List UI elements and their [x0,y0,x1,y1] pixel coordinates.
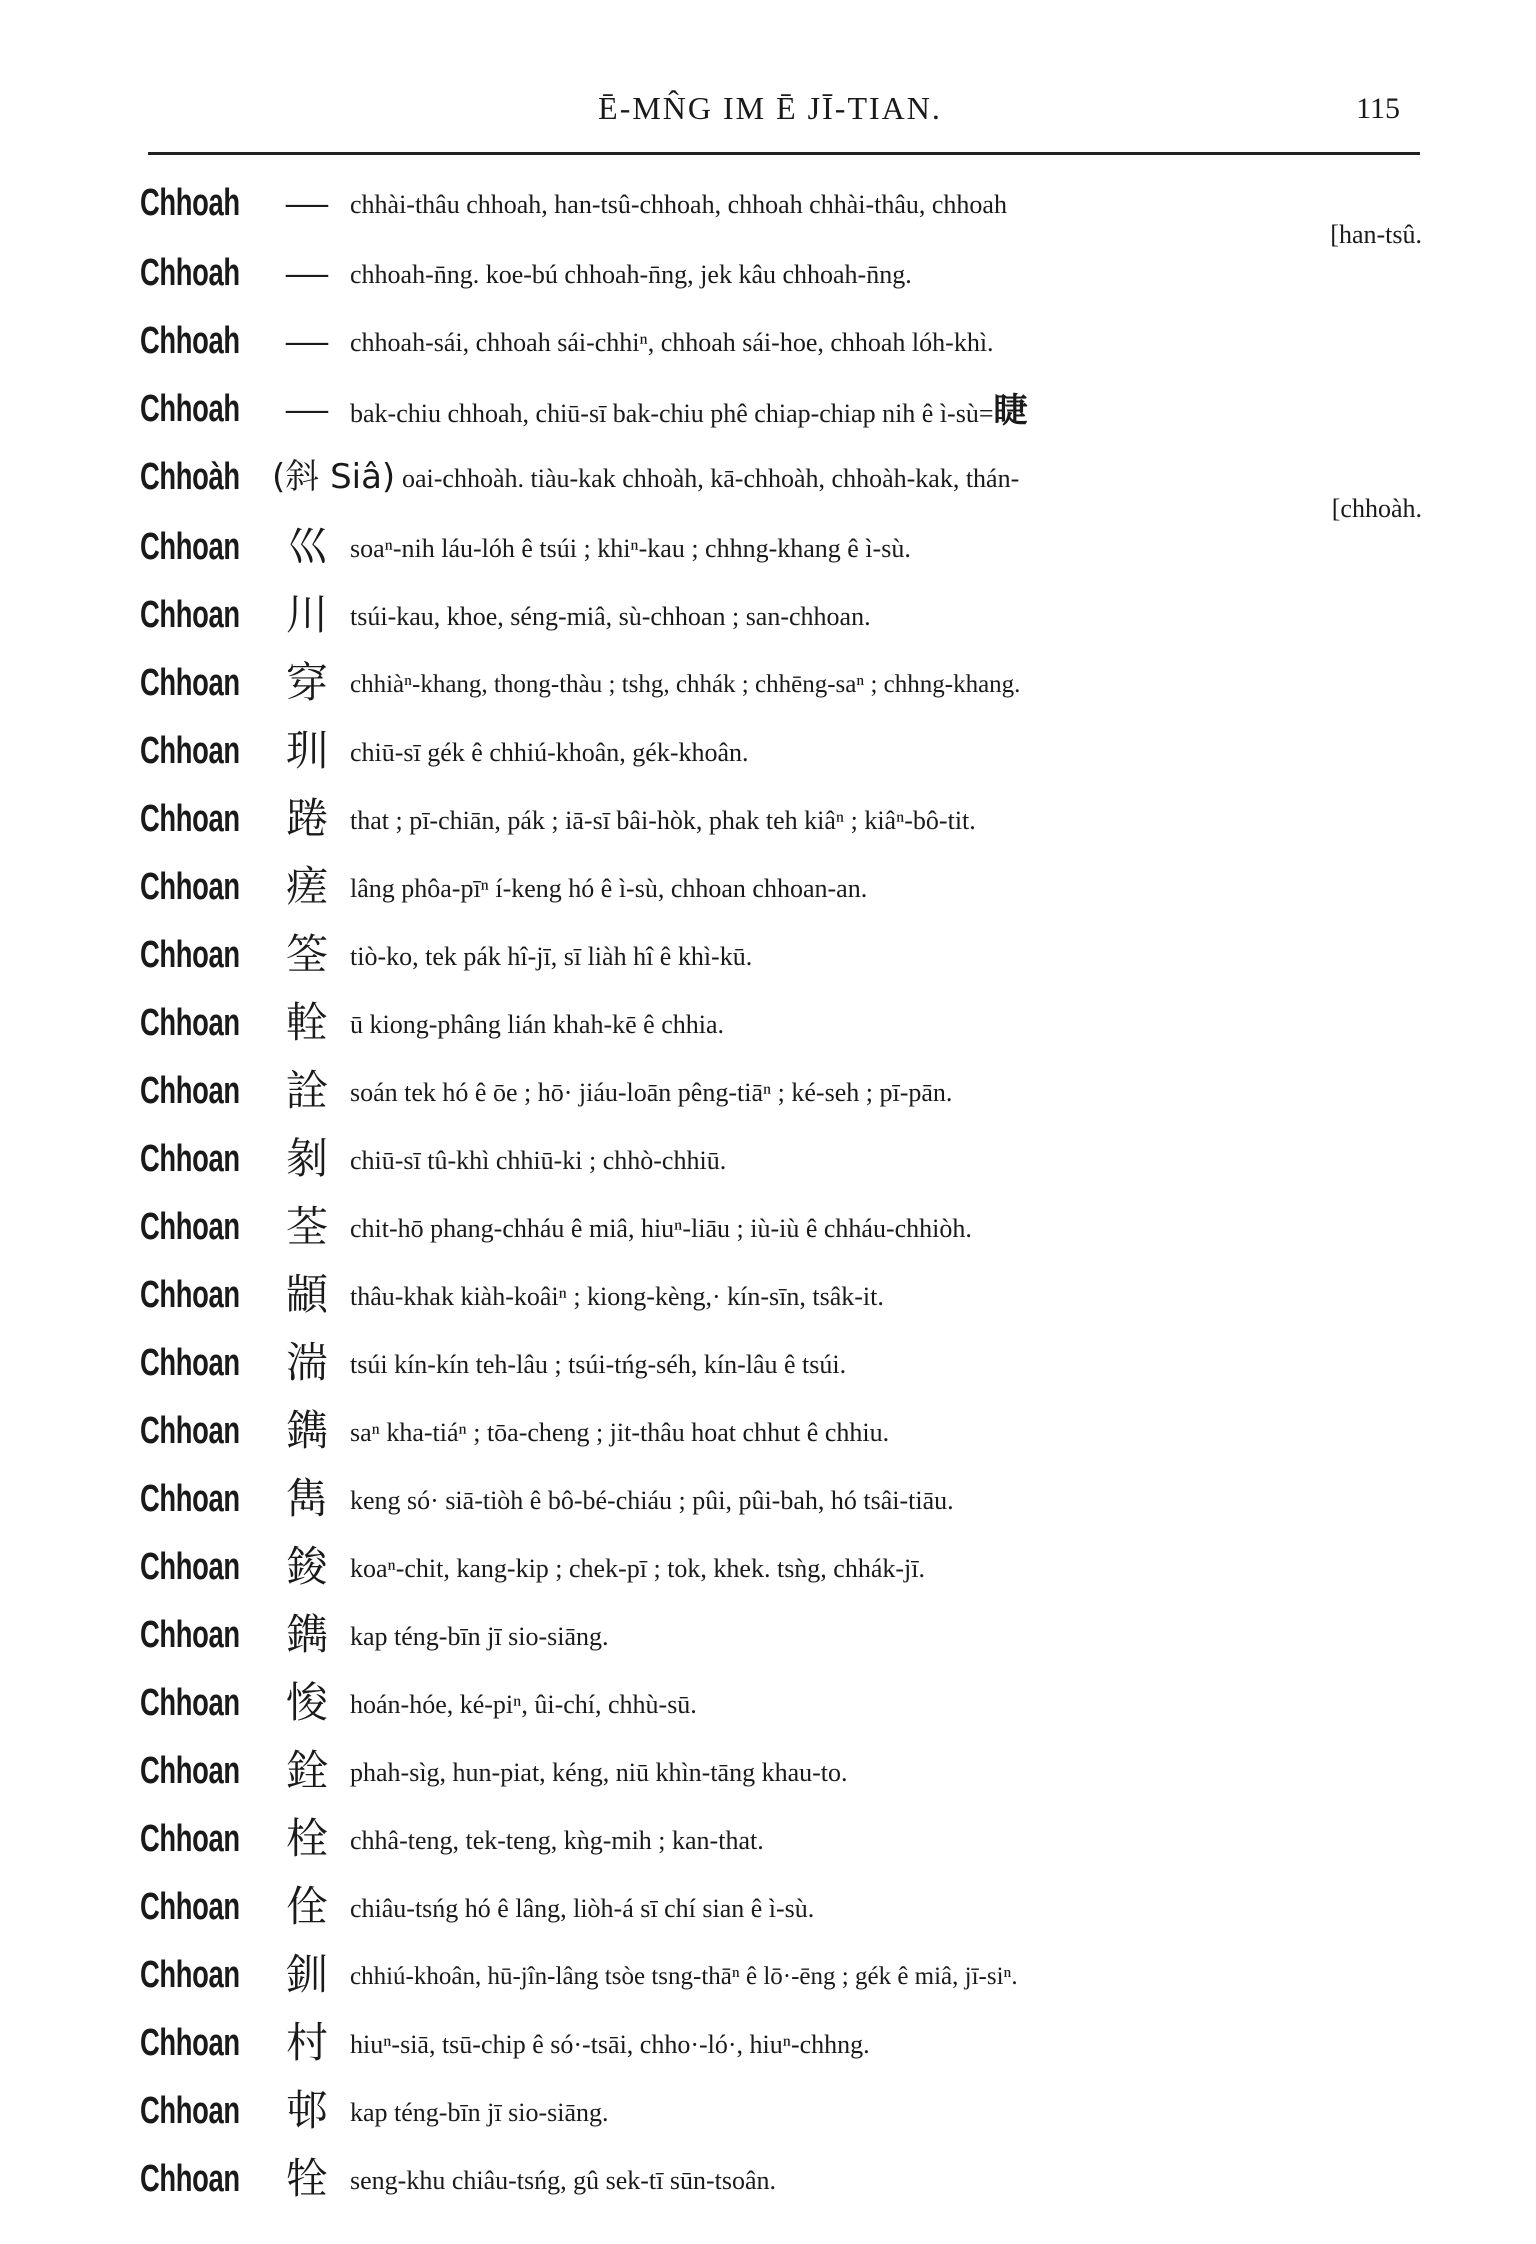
definition: lâng phôa-pīⁿ í-keng hó ê ì-sù, chhoan chhoan-an. [350,874,868,903]
headword: Chhoan [140,1070,240,1112]
entry-23 [140,1668,1410,1736]
entry-21 [140,1532,1410,1600]
reference-character: 睫 [993,391,1028,431]
headword: Chhoan [140,662,240,704]
character: 玔 [285,726,328,775]
headword: Chhoan [140,1954,240,1996]
entry-30 [140,2144,1410,2212]
entry-17 [140,1260,1410,1328]
character: 川 [285,590,328,639]
headword: Chhoan [140,1342,240,1384]
ditto-dash: — [286,250,328,296]
headword: Chhoan [140,1614,240,1656]
entry-9 [140,716,1410,784]
character: 村 [285,2018,328,2067]
character: 鐫 [285,1406,328,1455]
definition: kap téng-bīn jī sio-siāng. [350,2098,609,2127]
definition: chiū-sī gék ê chhiú-khoân, gék-khoân. [350,738,749,767]
character: 荃 [285,1202,328,1251]
character: 鋑 [285,1542,328,1591]
definition: seng-khu chiâu-tsńg, gû sek-tī sūn-tsoân. [350,2166,777,2195]
entry-1 [140,168,1422,249]
entry-7 [140,580,1410,648]
headword: Chhoàh [140,456,240,498]
character: 雋 [285,1474,328,1523]
ditto-dash: — [286,386,328,432]
character: 鐫 [285,1610,328,1659]
page-number: 115 [1356,92,1400,125]
entry-4 [140,374,1410,442]
entry-20 [140,1464,1410,1532]
character: 釧 [285,1950,328,1999]
character: 佺 [285,1882,328,1931]
definition [350,391,1028,431]
definition: chhiú-khoân, hū-jîn-lâng tsòe tsng-thāⁿ ê lō·-ēng ; gék ê miâ, jī-siⁿ. [350,1963,1018,1990]
definition: oai-chhoàh. tiàu-kak chhoàh, kā-chhoàh, chhoàh-kak, thán- [402,464,1020,493]
character: 牷 [285,2154,328,2203]
character: 詮 [285,1066,328,1115]
character: 悛 [285,1678,328,1727]
headword: Chhoah [140,182,240,224]
definition: koaⁿ-chit, kang-kip ; chek-pī ; tok, khek. tsǹg, chhák-jī. [350,1554,925,1583]
headword: Chhoan [140,1410,240,1452]
headword: Chhoan [140,798,240,840]
character: 踡 [285,794,328,843]
entry-11 [140,852,1410,920]
headword: Chhoan [140,1002,240,1044]
entry-15 [140,1124,1410,1192]
entry-24 [140,1736,1410,1804]
headword: Chhoah [140,252,240,294]
definition: chhiàⁿ-khang, thong-thàu ; tshg, chhák ; chhēng-saⁿ ; chhng-khang. [350,671,1021,698]
entry-6 [140,512,1410,580]
character: 湍 [285,1338,328,1387]
character: 巛 [285,522,328,571]
ditto-dash: — [286,180,328,226]
definition-text: bak-chiu chhoah, chiū-sī bak-chiu phê chiap-chiap nih ê ì-sù= [350,399,994,428]
definition: chhoah-n̄ng. koe-bú chhoah-n̄ng, jek kâu chhoah-n̄ng. [350,260,912,289]
headword: Chhoan [140,2090,240,2132]
definition: tsúi-kau, khoe, séng-miâ, sù-chhoan ; san-chhoan. [350,602,871,631]
entry-19 [140,1396,1410,1464]
definition: thâu-khak kiàh-koâiⁿ ; kiong-kèng,· kín-sīn, tsâk-it. [350,1282,884,1311]
definition: soaⁿ-nih láu-lóh ê tsúi ; khiⁿ-kau ; chhng-khang ê ì-sù. [350,534,911,563]
headword: Chhoan [140,2158,240,2200]
entry-8 [140,648,1410,716]
definition: hoán-hóe, ké-piⁿ, ûi-chí, chhù-sū. [350,1690,697,1719]
definition-continuation: [han-tsû. [1330,220,1422,249]
entry-28 [140,2008,1410,2076]
character: (斜 Siâ) [272,457,396,497]
headword: Chhoah [140,320,240,362]
definition-continuation: [chhoàh. [1331,494,1422,523]
character: 筌 [285,930,328,979]
headword: Chhoan [140,526,240,568]
entry-5 [140,442,1422,523]
definition: keng só· siā-tiòh ê bô-bé-chiáu ; pûi, pûi-bah, hó tsâi-tiāu. [350,1486,954,1515]
headword: Chhoan [140,1206,240,1248]
header-rule [148,152,1420,155]
headword: Chhoan [140,1478,240,1520]
character: 邨 [285,2086,328,2135]
headword: Chhoan [140,1546,240,1588]
headword: Chhoan [140,2022,240,2064]
entry-29 [140,2076,1410,2144]
definition: tiò-ko, tek pák hî-jī, sī liàh hî ê khì-kū. [350,942,753,971]
headword: Chhoan [140,730,240,772]
definition: kap téng-bīn jī sio-siāng. [350,1622,609,1651]
headword: Chhoan [140,1682,240,1724]
definition: ū kiong-phâng lián khah-kē ê chhia. [350,1010,724,1039]
definition: hiuⁿ-siā, tsū-chip ê só·-tsāi, chho·-ló·, hiuⁿ-chhng. [350,2030,870,2059]
entry-3 [140,306,1410,374]
character: 顓 [285,1270,328,1319]
entry-22 [140,1600,1410,1668]
definition: tsúi kín-kín teh-lâu ; tsúi-tńg-séh, kín-lâu ê tsúi. [350,1350,847,1379]
headword: Chhoan [140,1750,240,1792]
running-head [140,90,1400,140]
entry-13 [140,988,1410,1056]
definition: chit-hō phang-chháu ê miâ, hiuⁿ-liāu ; iù-iù ê chháu-chhiòh. [350,1214,972,1243]
page-title: Ē-MN̂G IM Ē JĪ-TIAN. [598,90,942,126]
ditto-dash: — [286,318,328,364]
entry-27 [140,1940,1410,2008]
character: 輇 [285,998,328,1047]
definition: that ; pī-chiān, pák ; iā-sī bâi-hòk, phak teh kiâⁿ ; kiâⁿ-bô-tit. [350,806,976,835]
character: 瘥 [285,862,328,911]
headword: Chhoan [140,1886,240,1928]
headword: Chhoan [140,1138,240,1180]
definition: chiâu-tsńg hó ê lâng, liòh-á sī chí sian ê ì-sù. [350,1894,815,1923]
headword: Chhoan [140,934,240,976]
entry-18 [140,1328,1410,1396]
definition: chhâ-teng, tek-teng, kǹg-mih ; kan-that. [350,1826,764,1855]
entry-list [140,168,1422,2212]
definition: saⁿ kha-tiáⁿ ; tōa-cheng ; jit-thâu hoat chhut ê chhiu. [350,1418,890,1447]
character: 栓 [285,1814,328,1863]
character: 銓 [285,1746,328,1795]
entry-25 [140,1804,1410,1872]
definition: chhài-thâu chhoah, han-tsû-chhoah, chhoah chhài-thâu, chhoah [350,190,1007,219]
definition: phah-sìg, hun-piat, kéng, niū khìn-tāng khau-to. [350,1758,848,1787]
entry-14 [140,1056,1410,1124]
headword: Chhoan [140,866,240,908]
entry-2 [140,238,1410,306]
entry-16 [140,1192,1410,1260]
headword: Chhoan [140,594,240,636]
definition: chiū-sī tû-khì chhiū-ki ; chhò-chhiū. [350,1146,727,1175]
character: 剶 [285,1134,328,1183]
character: 穿 [285,658,328,707]
entry-26 [140,1872,1410,1940]
entry-12 [140,920,1410,988]
definition: chhoah-sái, chhoah sái-chhiⁿ, chhoah sái-hoe, chhoah lóh-khì. [350,328,994,357]
definition: soán tek hó ê ōe ; hō· jiáu-loān pêng-tiāⁿ ; ké-seh ; pī-pān. [350,1078,953,1107]
entry-10 [140,784,1410,852]
headword: Chhoan [140,1274,240,1316]
headword: Chhoah [140,388,240,430]
headword: Chhoan [140,1818,240,1860]
